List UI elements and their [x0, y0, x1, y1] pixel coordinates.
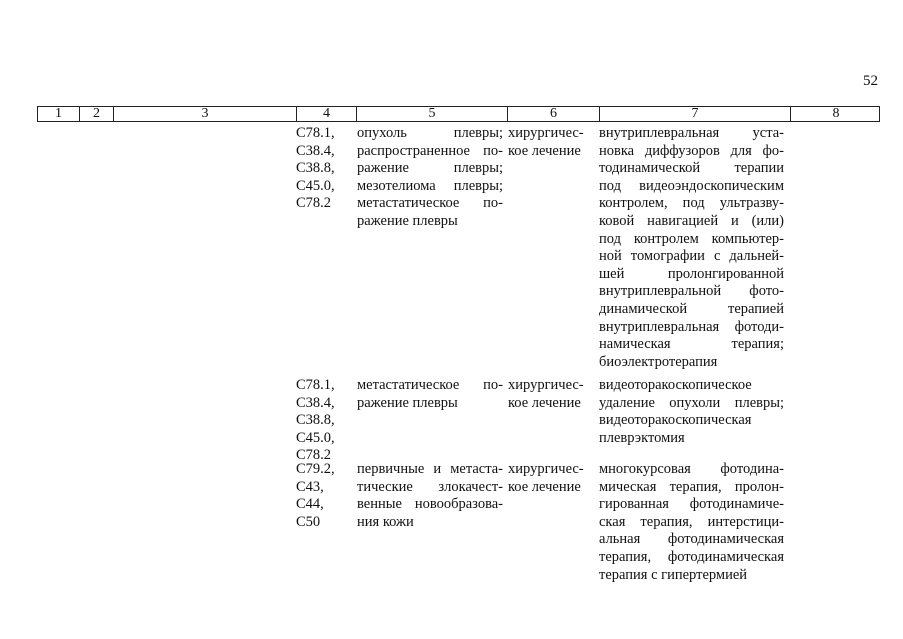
treatment-method-line: терапия, фотодинамическая: [599, 548, 784, 565]
header-col-7: 7: [599, 107, 790, 121]
diagnosis-line: опухоль плевры;: [357, 125, 503, 141]
icd-codes-line: C78.2: [296, 195, 332, 212]
icd-codes: [296, 377, 352, 465]
header-col-8: 8: [790, 107, 881, 121]
treatment-type: [508, 125, 588, 160]
icd-codes-line: C78.2: [296, 447, 332, 464]
treatment-method-line: удаление опухоли плевры;: [599, 394, 784, 411]
treatment-method-line: ская терапия, интерстици-: [599, 513, 784, 530]
treatment-method: [599, 125, 784, 371]
treatment-type-line: хирургичес-: [508, 461, 584, 477]
treatment-type: [508, 461, 588, 496]
treatment-type-line: кое лечение: [508, 478, 581, 495]
icd-codes-line: C44,: [296, 496, 324, 513]
diagnosis-line: первичные и метаста-: [357, 461, 503, 477]
header-col-3: 3: [113, 107, 296, 121]
treatment-method-line: внутриплевральная уста-: [599, 125, 784, 141]
treatment-method-line: тодинамической терапии: [599, 160, 784, 177]
icd-codes: [296, 125, 352, 213]
treatment-method-line: новка диффузоров для фо-: [599, 142, 784, 159]
header-col-2: 2: [79, 107, 113, 121]
treatment-method-line: мическая терапия, пролон-: [599, 478, 784, 495]
header-col-6: 6: [507, 107, 599, 121]
diagnosis: [357, 377, 503, 412]
treatment-method-line: видеоторакоскопическая: [599, 412, 752, 429]
treatment-type-line: кое лечение: [508, 142, 581, 159]
treatment-type: [508, 377, 588, 412]
treatment-method-line: внутриплевральная фотоди-: [599, 318, 784, 335]
treatment-method-line: ковой навигацией и (или): [599, 212, 784, 229]
treatment-method-line: биоэлектротерапия: [599, 353, 718, 370]
treatment-method-line: видеоторакоскопическое: [599, 377, 752, 393]
treatment-method-line: под видеоэндоскопическим: [599, 177, 784, 194]
icd-codes-line: C43,: [296, 478, 324, 495]
icd-codes-line: C38.8,: [296, 412, 335, 429]
treatment-method-line: намическая терапия;: [599, 336, 784, 353]
treatment-type-line: кое лечение: [508, 394, 581, 411]
treatment-method-line: контролем, под ультразву-: [599, 195, 784, 212]
diagnosis-line: тические злокачест-: [357, 478, 503, 495]
icd-codes-line: C50: [296, 513, 321, 530]
treatment-method: [599, 377, 784, 447]
header-col-5: 5: [356, 107, 507, 121]
diagnosis-line: ния кожи: [357, 513, 414, 530]
diagnosis-line: ражение плевры;: [357, 160, 503, 177]
icd-codes-line: C78.1,: [296, 377, 335, 393]
diagnosis: [357, 461, 503, 531]
treatment-method-line: шей пролонгированной: [599, 265, 784, 282]
treatment-method-line: внутриплевральной фото-: [599, 283, 784, 300]
icd-codes-line: C38.8,: [296, 160, 335, 177]
treatment-method-line: ной томографии с дальней-: [599, 248, 784, 265]
header-col-1: 1: [55, 106, 62, 121]
treatment-method-line: под контролем компьютер-: [599, 230, 784, 247]
treatment-method: [599, 461, 784, 584]
diagnosis-line: метастатическое по-: [357, 195, 503, 212]
icd-codes-line: C45.0,: [296, 429, 335, 446]
diagnosis-line: венные новообразова-: [357, 496, 503, 513]
treatment-method-line: гированная фотодинамиче-: [599, 496, 784, 513]
treatment-method-line: динамической терапией: [599, 300, 784, 317]
diagnosis-line: ражение плевры: [357, 394, 458, 411]
treatment-method-line: плеврэктомия: [599, 429, 685, 446]
diagnosis-line: мезотелиома плевры;: [357, 177, 503, 194]
table-header-row: [37, 106, 880, 122]
diagnosis-line: метастатическое по-: [357, 377, 503, 393]
diagnosis-line: ражение плевры: [357, 212, 458, 229]
icd-codes-line: C38.4,: [296, 142, 335, 159]
treatment-type-line: хирургичес-: [508, 377, 584, 393]
treatment-method-line: терапия с гипертермией: [599, 566, 748, 583]
header-col-4: 4: [296, 107, 356, 121]
icd-codes-line: C79.2,: [296, 461, 335, 477]
icd-codes: [296, 461, 352, 531]
treatment-method-line: альная фотодинамическая: [599, 531, 784, 548]
icd-codes-line: C45.0,: [296, 177, 335, 194]
treatment-method-line: многокурсовая фотодина-: [599, 461, 784, 477]
diagnosis-line: распространенное по-: [357, 142, 503, 159]
page-number: 52: [863, 73, 878, 89]
icd-codes-line: C78.1,: [296, 125, 335, 141]
icd-codes-line: C38.4,: [296, 394, 335, 411]
diagnosis: [357, 125, 503, 231]
treatment-type-line: хирургичес-: [508, 125, 584, 141]
